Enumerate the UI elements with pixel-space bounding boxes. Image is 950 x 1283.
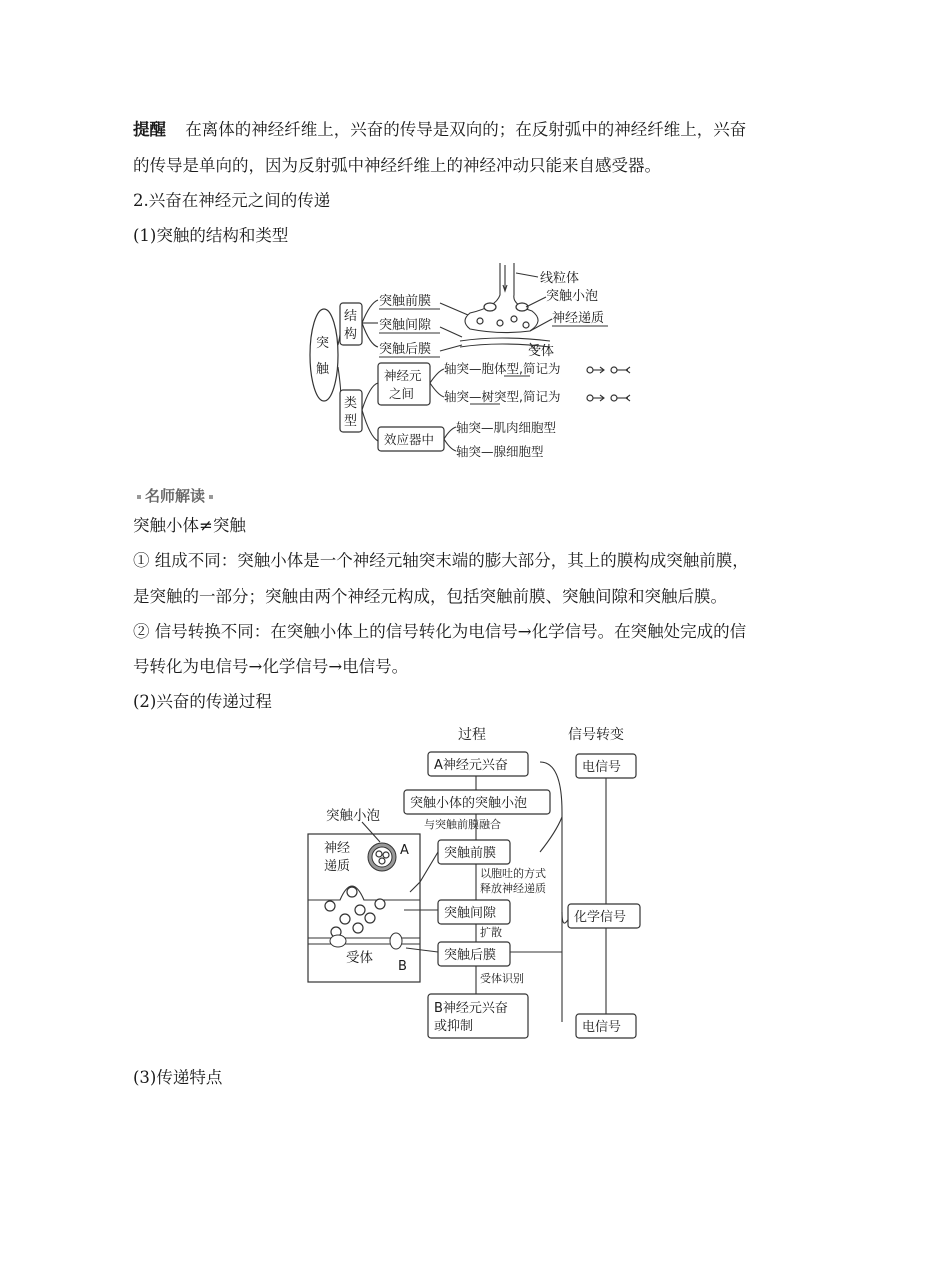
d1-effector1: 轴突—肌肉细胞型 bbox=[456, 420, 557, 435]
synapse-structure-diagram bbox=[300, 255, 640, 465]
d1-struct-2: 构 bbox=[344, 327, 358, 342]
d1-pre: 突触前膜 bbox=[379, 294, 432, 309]
d2-label-b: B bbox=[398, 959, 407, 974]
d1-mito: 线粒体 bbox=[540, 271, 580, 286]
d2-vesicle-label: 突触小泡 bbox=[326, 808, 380, 824]
note1-line-1: ① 组成不同：突触小体是一个神经元轴突末端的膨大部分，其上的膜构成突触前膜， bbox=[133, 551, 749, 570]
d2-cleft: 突触间隙 bbox=[444, 906, 497, 921]
d1-type1: 轴突—胞体型,简记为 bbox=[444, 361, 561, 376]
d2-sig-2: 化学信号 bbox=[574, 910, 627, 925]
d2-release-1: 以胞吐的方式 bbox=[480, 867, 546, 880]
note2-line-2: 号转化为电信号→化学信号→电信号。 bbox=[133, 657, 409, 676]
d2-recog: 受体识别 bbox=[480, 972, 524, 985]
d1-struct-1: 结 bbox=[344, 309, 358, 324]
d2-receptor: 受体 bbox=[346, 950, 373, 966]
d1-type2: 轴突—树突型,简记为 bbox=[444, 389, 561, 404]
d1-between-2: 之间 bbox=[389, 386, 415, 401]
note1-line-2: 是突触的一部分；突触由两个神经元构成，包括突触前膜、突触间隙和突触后膜。 bbox=[133, 587, 727, 606]
d2-post: 突触后膜 bbox=[444, 948, 497, 963]
d1-cleft: 突触间隙 bbox=[379, 318, 432, 333]
subheading-features: (3)传递特点 bbox=[133, 1068, 223, 1087]
d1-effector2: 轴突—腺细胞型 bbox=[456, 444, 544, 459]
d2-fuse: 与突触前膜融合 bbox=[424, 818, 501, 831]
d2-step-a: A神经元兴奋 bbox=[434, 758, 508, 773]
d2-release-2: 释放神经递质 bbox=[480, 882, 546, 895]
d2-col-process: 过程 bbox=[458, 727, 486, 743]
d1-post: 突触后膜 bbox=[379, 342, 432, 357]
d2-transmitter-1: 神经 bbox=[324, 841, 351, 856]
d2-transmitter-2: 递质 bbox=[324, 859, 351, 874]
d1-transmitter: 神经递质 bbox=[552, 311, 605, 326]
subheading-process: (2)兴奋的传递过程 bbox=[133, 692, 272, 711]
section-title: 2.兴奋在神经元之间的传递 bbox=[133, 191, 331, 210]
d1-types-2: 型 bbox=[344, 414, 358, 429]
tip-text-1: 在离体的神经纤维上，兴奋的传导是双向的；在反射弧中的神经纤维上，兴奋 bbox=[185, 120, 747, 139]
d1-types-1: 类 bbox=[344, 396, 358, 411]
d2-label-a: A bbox=[400, 843, 409, 858]
teacher-band-label: 名师解读 bbox=[145, 487, 206, 505]
d2-sig-1: 电信号 bbox=[582, 760, 622, 775]
d2-step-vesicle: 突触小体的突触小泡 bbox=[410, 796, 528, 811]
d2-pre: 突触前膜 bbox=[444, 846, 497, 861]
d1-vesicle: 突触小泡 bbox=[546, 289, 599, 304]
d2-step-b-2: 或抑制 bbox=[434, 1019, 474, 1034]
tip-line-1 bbox=[133, 122, 746, 139]
tip-label: 提醒 bbox=[133, 120, 166, 139]
subheading-structure: (1)突触的结构和类型 bbox=[133, 226, 289, 245]
d2-diffuse: 扩散 bbox=[480, 926, 502, 939]
d1-between-1: 神经元 bbox=[384, 368, 422, 383]
transmission-process-diagram bbox=[300, 722, 650, 1042]
d1-root-1: 突 bbox=[316, 336, 330, 351]
d1-root-2: 触 bbox=[316, 362, 330, 377]
teacher-band bbox=[133, 485, 217, 506]
d1-receptor: 受体 bbox=[528, 344, 555, 359]
note2-line-1: ② 信号转换不同：在突触小体上的信号转化为电信号→化学信号。在突触处完成的信 bbox=[133, 622, 747, 641]
d2-col-signal: 信号转变 bbox=[568, 727, 624, 743]
note-title: 突触小体≠突触 bbox=[133, 516, 246, 535]
d2-sig-3: 电信号 bbox=[582, 1020, 622, 1035]
tip-line-2: 的传导是单向的，因为反射弧中神经纤维上的神经冲动只能来自感受器。 bbox=[133, 156, 661, 175]
d1-effector: 效应器中 bbox=[384, 432, 435, 447]
d2-step-b-1: B神经元兴奋 bbox=[434, 1001, 508, 1016]
